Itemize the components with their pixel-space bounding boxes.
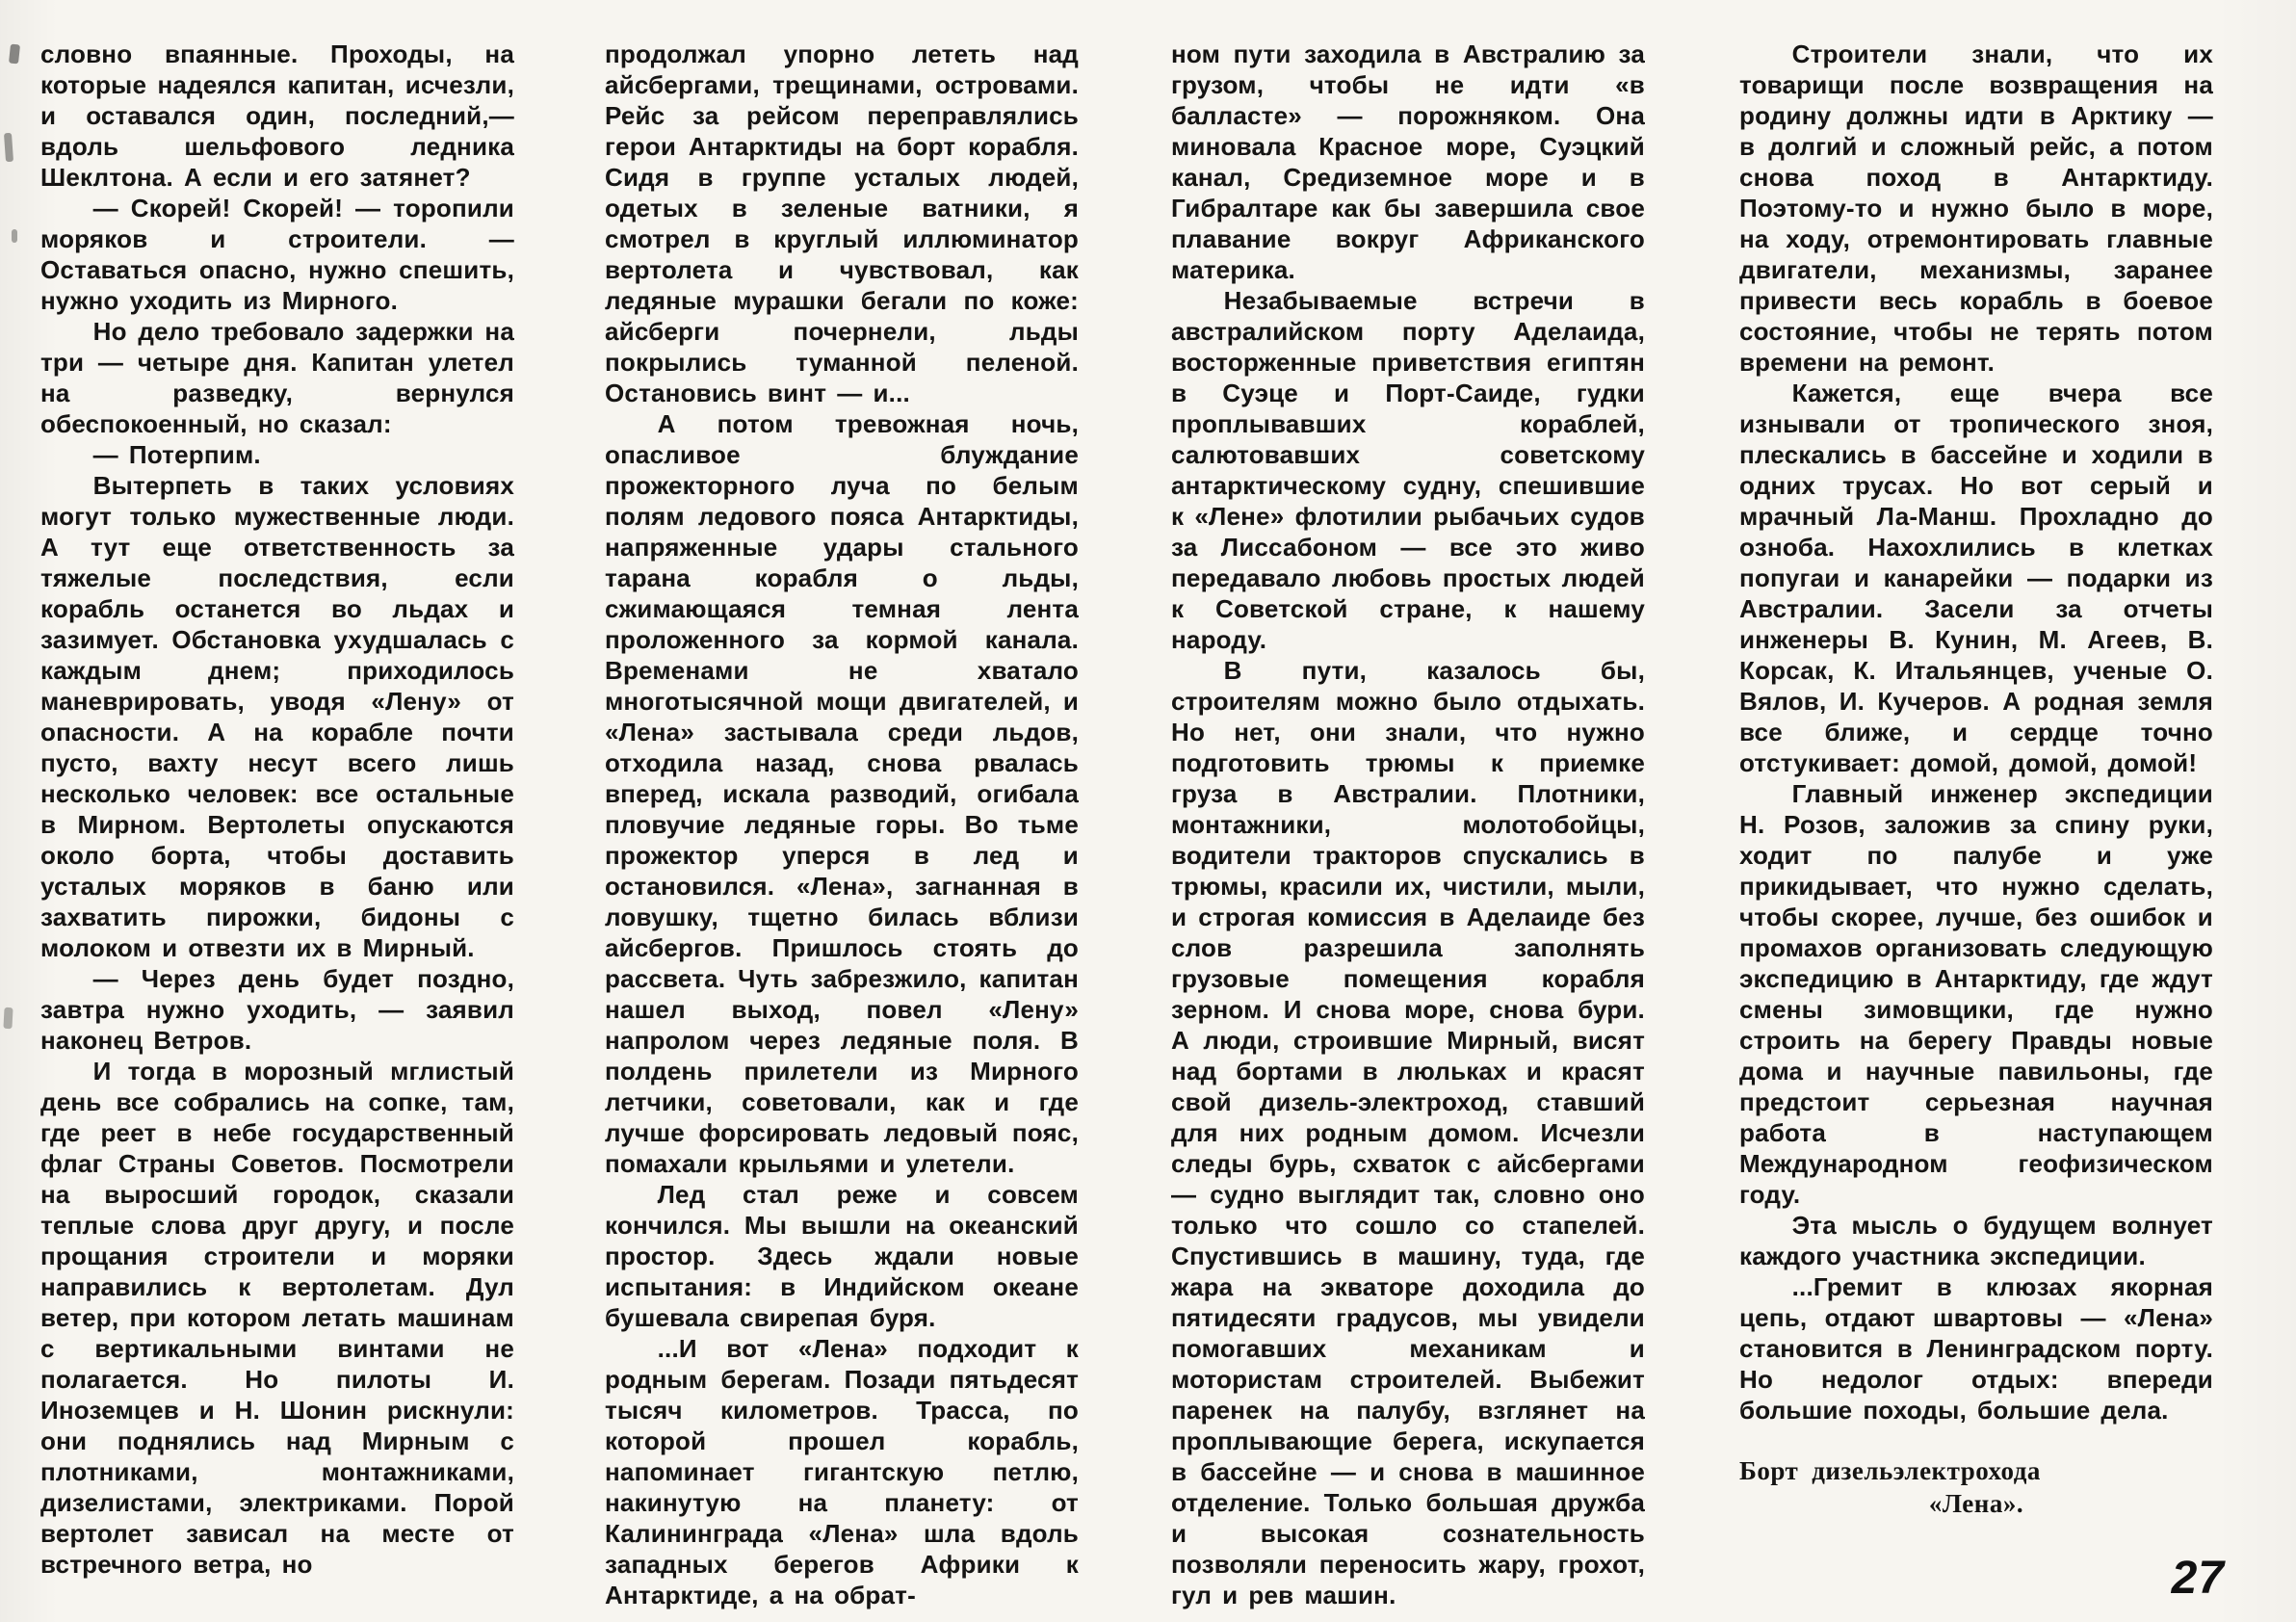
scan-artifact [12,229,17,243]
paragraph: И тогда в морозный мглистый день все собрались на сопке, там, где реет в небе государственный флаг Страны Советов. Посмотрели на выросший городок, сказали теплые слова друг другу, и после прощания строители и моряки направились к вертолетам. Дул ветер, при котором летать машинам с вертикальными винтами не полагается. Но пилоты И. Иноземцев и Н. Шонин рискнули: они поднялись над Мирным с плотниками, монтажниками, дизелистами, электриками. Порой вертолет зависал на месте от встречного ветра, но [40,1057,514,1579]
paragraph: Главный инженер экспедиции Н. Розов, заложив за спину руки, ходит по палубе и уже прикидывает, что нужно сделать, чтобы скорее, лучше, без ошибок и промахов организовать следующую экспедицию в Антарктиду, где ждут смены зимовщики, где нужно строить на берегу Правды новые дома и научные павильоны, где предстоит серьезная научная работа в наступающем Международном геофизическом году. [1739,779,2213,1209]
signature-line-2: «Лена». [1928,1489,2024,1518]
paragraph: Строители знали, что их товарищи после возвращения на родину должны идти в Арктику — в долгий и сложный рейс, а потом снова поход в Антарктиду. Поэтому-то и нужно было в море, на ходу, отремонтировать главные двигатели, механизмы, заранее привести весь корабль в боевое состояние, чтобы не терять потом времени на ремонт. [1739,39,2213,377]
paragraph: Незабываемые встречи в австралийском порту Аделаида, восторженные приветствия египтян в Суэце и Порт-Саиде, гудки проплывавших кораблей, салютовавших советскому антарктическому судну, спешившие к «Лене» флотилии рыбачьих судов за Лиссабоном — все это живо передавало любовь простых людей к Советской стране, к нашему народу. [1171,286,1645,654]
paragraph: Кажется, еще вчера все изнывали от тропического зноя, плескались в бассейне и ходили в одних трусах. Но вот серый и мрачный Ла-Манш. Прохладно до озноба. Нахохлились в клетках попугаи и канарейки — подарки из Австралии. Засели за отчеты инженеры В. Кунин, М. Агеев, В. Корсак, К. Итальянцев, ученые О. Вялов, И. Кучеров. А родная земля все ближе, и сердце точно отстукивает: домой, домой, домой! [1739,379,2213,777]
paragraph: — Скорей! Скорей! — торопили моряков и строители. — Оставаться опасно, нужно спешить, нужно уходить из Мирного. [40,194,514,315]
scan-artifact [4,133,13,162]
signature-line-1: Борт дизельэлектрохода [1739,1456,2041,1485]
page-number: 27 [2171,1553,2225,1604]
paragraph: продолжал упорно лететь над айсбергами, трещинами, островами. Рейс за рейсом переправлялись герои Антарктиды на борт корабля. Сидя в группе усталых людей, одетых в зеленые ватники, я смотрел в круглый иллюминатор вертолета и чувствовал, как ледяные мурашки бегали по коже: айсберги почернели, льды покрылись туманной пеленой. Остановись винт — и... [605,39,1079,407]
paragraph: В пути, казалось бы, строителям можно было отдыхать. Но нет, они знали, что нужно подготовить трюмы к приемке груза в Австралии. Плотники, монтажники, молотобойцы, водители тракторов спускались в трюмы, красили их, чистили, мыли, и строгая комиссия в Аделаиде без слов разрешила заполнять грузовые помещения корабля зерном. И снова море, снова бури. А люди, строившие Мирный, висят над бортами в люльках и красят свой дизель-электроход, ставший для них родным домом. Исчезли следы бурь, схваток с айсбергами — судно выглядит так, словно оно только что сошло со стапелей. Спустившись в машину, туда, где жара на экваторе доходила до пятидесяти градусов, мы увидели помогавших механикам и мотористам строителей. Выбежит паренек на палубу, взглянет на проплывающие берега, искупается в бассейне — и снова в машинное отделение. Только большая дружба и высокая сознательность позволяли переносить жару, грохот, гул и рев машин. [1171,656,1645,1609]
paragraph: Вытерпеть в таких условиях могут только мужественные люди. А тут еще ответственность за тяжелые последствия, если корабль останется во льдах и зазимует. Обстановка ухудшалась с каждым днем; приходилось маневрировать, уводя «Лену» от опасности. А на корабле почти пусто, вахту несут всего лишь несколько человек: все остальные в Мирном. Вертолеты опускаются около борта, чтобы доставить усталых моряков в баню или захватить пирожки, бидоны с молоком и отвезти их в Мирный. [40,471,514,962]
paragraph: А потом тревожная ночь, опасливое блуждание прожекторного луча по белым полям ледового пояса Антарктиды, напряженные удары стального тарана корабля о льды, сжимающаяся темная лента проложенного за кормой канала. Временами не хватало многотысячной мощи двигателей, и «Лена» застывала среди льдов, отходила назад, снова рвалась вперед, искала разводий, огибала пловучие ледяные горы. Во тьме прожектор уперся в лед и остановился. «Лена», загнанная в ловушку, тщетно билась вблизи айсбергов. Пришлось стоять до рассвета. Чуть забрезжило, капитан нашел выход, повел «Лену» напролом через ледяные поля. В полдень прилетели из Мирного летчики, советовали, как и где лучше форсировать ледовый пояс, помахали крыльями и улетели. [605,409,1079,1178]
paragraph: Но дело требовало задержки на три — четыре дня. Капитан улетел на разведку, вернулся обеспокоенный, но сказал: [40,317,514,438]
paragraph: ...И вот «Лена» подходит к родным берегам. Позади пятьдесят тысяч километров. Трасса, по которой прошел корабль, напоминает гигантскую петлю, накинутую на планету: от Калининграда «Лена» шла вдоль западных берегов Африки к Антарктиде, а на обрат- [605,1334,1079,1609]
paragraph: Эта мысль о будущем волнует каждого участника экспедиции. [1739,1211,2213,1270]
paragraph: — Потерпим. [92,440,261,469]
text-column-4 [1739,39,2213,1520]
paragraph: ...Гремит в клюзах якорная цепь, отдают швартовы — «Лена» становится в Ленинградском порту. Но недолог отдых: впереди большие походы, большие дела. [1739,1272,2213,1425]
paragraph: ном пути заходила в Австралию за грузом, чтобы не идти «в балласте» — порожняком. Она миновала Красное море, Суэцкий канал, Средиземное море и в Гибралтаре как бы завершила свое плавание вокруг Африканского материка. [1171,39,1645,284]
scan-artifact [9,44,20,65]
scan-artifact [3,1007,13,1029]
paragraph: словно впаянные. Проходы, на которые надеялся капитан, исчезли, и оставался один, последний,— вдоль шельфового ледника Шеклтона. А если и его затянет? [40,39,514,192]
byline-signature [1739,1454,2213,1520]
text-column-3 [1171,39,1645,1610]
text-column-1 [40,39,514,1580]
text-column-2 [605,39,1079,1610]
paragraph: Лед стал реже и совсем кончился. Мы вышли на океанский простор. Здесь ждали новые испытания: в Индийском океане бушевала свирепая буря. [605,1180,1079,1332]
paragraph: — Через день будет поздно, завтра нужно уходить, — заявил наконец Ветров. [40,964,514,1055]
